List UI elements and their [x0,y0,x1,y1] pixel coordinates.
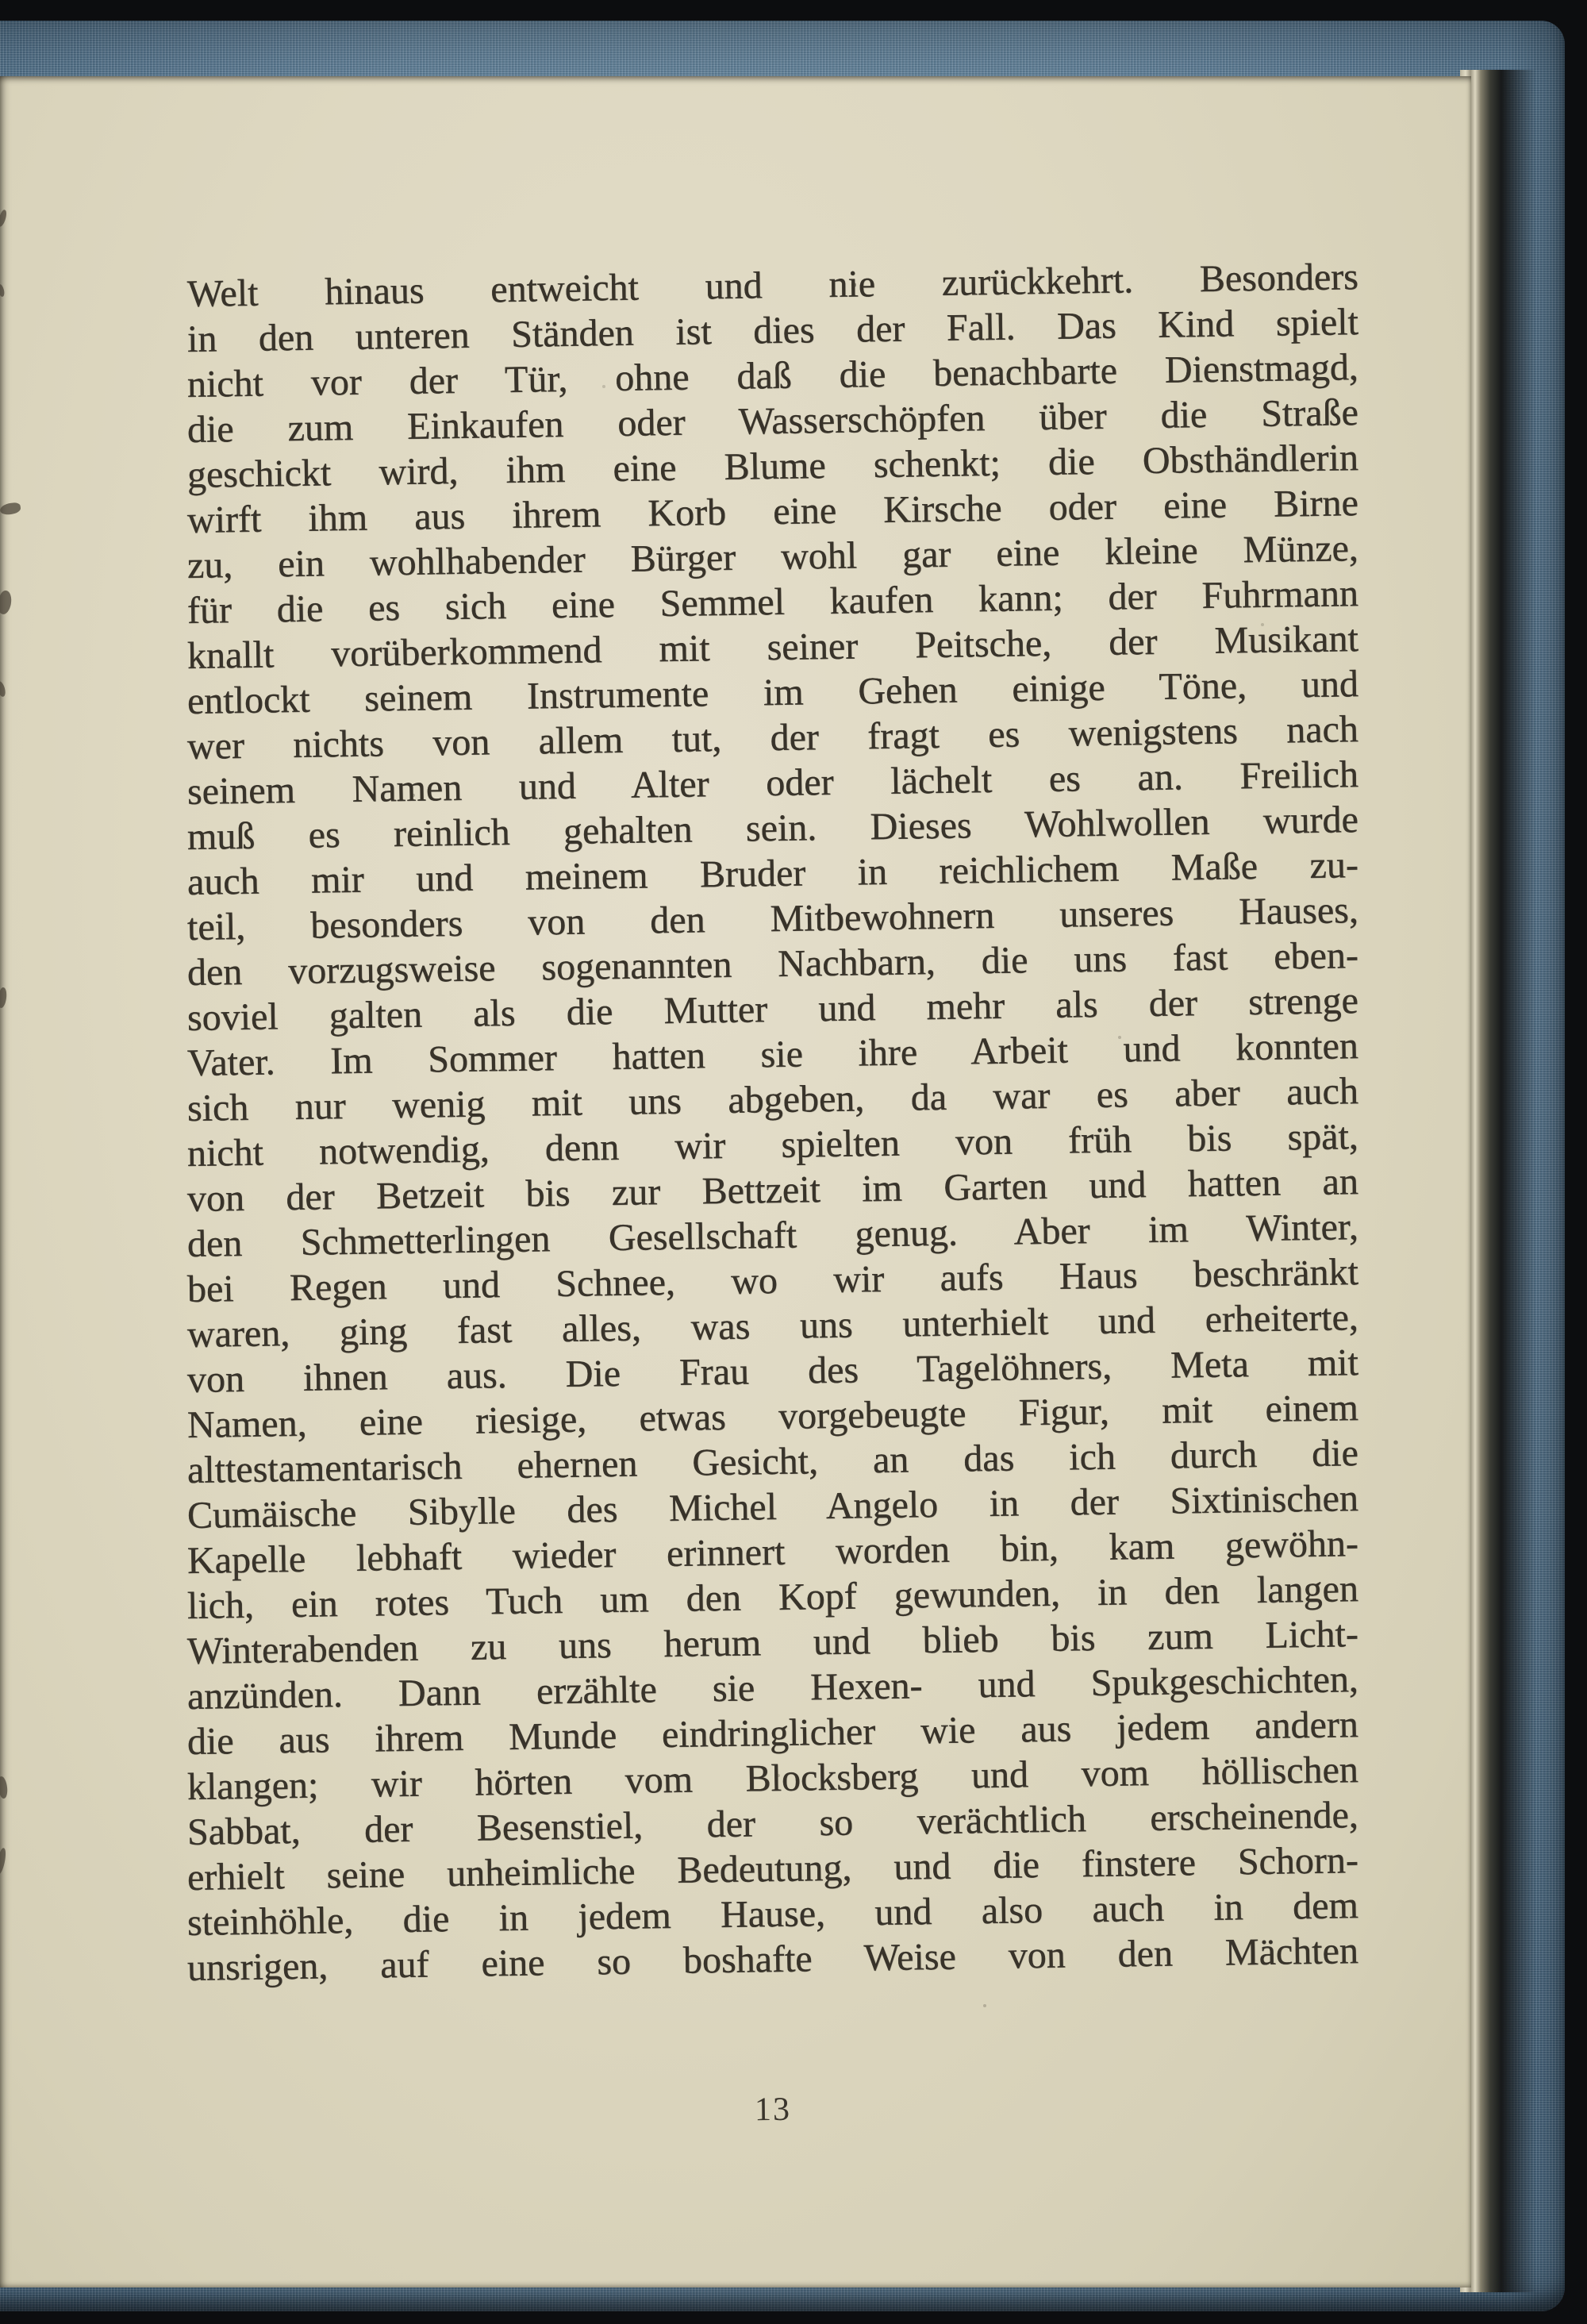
text-line: erhielt seine unheimliche Bedeutung, und die finstere Schorn- [186,1839,1359,1899]
text-line: die aus ihrem Munde eindringlicher wie aus jedem andern [186,1703,1359,1763]
text-line: von ihnen aus. Die Frau des Tagelöhners, Meta mit [186,1341,1359,1401]
ink-smudge [0,680,6,698]
text-line: waren, ging fast alles, was uns unterhielt und erheiterte, [186,1296,1359,1356]
text-line: Vater. Im Sommer hatten sie ihre Arbeit und konnten [186,1025,1359,1084]
ink-smudge [0,502,21,515]
text-line: wirft ihm aus ihrem Korb eine Kirsche oder eine Birne [186,482,1359,541]
ink-smudge [0,209,8,227]
text-line: entlockt seinem Instrumente im Gehen einige Töne, und [186,663,1359,722]
text-line: Kapelle lebhaft wieder erinnert worden bin, kam gewöhn- [186,1522,1359,1582]
page-stack-edges [1460,70,1536,2292]
text-line: Winterabenden zu uns herum und blieb bis zum Licht- [186,1613,1359,1672]
ink-smudge [0,1776,8,1799]
text-line: nicht notwendig, denn wir spielten von früh bis spät, [186,1115,1359,1175]
text-line: den Schmetterlingen Gesellschaft genug. Aber im Winter, [186,1206,1359,1265]
text-line: anzünden. Dann erzählte sie Hexen- und Spukgeschichten, [186,1658,1359,1718]
text-line: lich, ein rotes Tuch um den Kopf gewunden, in den langen [186,1568,1359,1627]
text-line: knallt vorüberkommend mit seiner Peitsche, der Musikant [186,618,1359,677]
text-line: nicht vor der Tür, ohne daß die benachbarte Dienstmagd, [186,346,1359,406]
book-page [0,76,1471,2287]
text-line: seinem Namen und Alter oder lächelt es an. Freilich [186,753,1359,813]
text-line: in den unteren Ständen ist dies der Fall. Das Kind spielt [186,301,1359,360]
text-line: Cumäische Sibylle des Michel Angelo in der Sixtinischen [186,1477,1359,1537]
text-line: klangen; wir hörten vom Blocksberg und vom höllischen [186,1749,1359,1808]
ink-smudge [0,1847,7,1875]
text-line: den vorzugsweise sogenannten Nachbarn, die uns fast eben- [186,934,1359,994]
text-line: soviel galten als die Mutter und mehr als der strenge [186,979,1359,1039]
text-line: Sabbat, der Besenstiel, der so verächtlich erscheinende, [186,1794,1359,1853]
text-line: für die es sich eine Semmel kaufen kann; der Fuhrmann [186,572,1359,632]
page-text-block [186,256,1359,1991]
text-line: von der Betzeit bis zur Bettzeit im Garten und hatten an [186,1160,1359,1220]
text-line: bei Regen und Schnee, wo wir aufs Haus beschränkt [186,1251,1359,1310]
text-line: muß es reinlich gehalten sein. Dieses Wohlwollen wurde [186,798,1359,858]
text-line: sich nur wenig mit uns abgeben, da war es aber auch [186,1070,1359,1129]
ink-smudge [0,987,8,1008]
text-line: die zum Einkaufen oder Wasserschöpfen über die Straße [186,391,1359,451]
text-line: auch mir und meinem Bruder in reichlichem Maße zu- [186,844,1359,903]
text-line: steinhöhle, die in jedem Hause, und also auch in dem [186,1884,1359,1944]
text-line: alttestamentarisch ehernen Gesicht, an das ich durch die [186,1432,1359,1491]
paper-specks [0,76,2,78]
text-line: zu, ein wohlhabender Bürger wohl gar eine kleine Münze, [186,527,1359,587]
text-line: unsrigen, auf eine so boshafte Weise von den Mächten [186,1930,1359,1989]
text-line: teil, besonders von den Mitbewohnern unseres Hauses, [186,889,1359,948]
page-number: 13 [754,2091,792,2129]
text-line: Welt hinaus entweicht und nie zurückkehrt. Besonders [186,256,1359,315]
text-line: Namen, eine riesige, etwas vorgebeugte Figur, mit einem [186,1387,1359,1446]
ink-smudge [0,283,6,297]
text-line: wer nichts von allem tut, der fragt es wenigstens nach [186,708,1359,768]
text-line: geschickt wird, ihm eine Blume schenkt; die Obsthändlerin [186,437,1359,496]
ink-smudge [0,590,13,615]
